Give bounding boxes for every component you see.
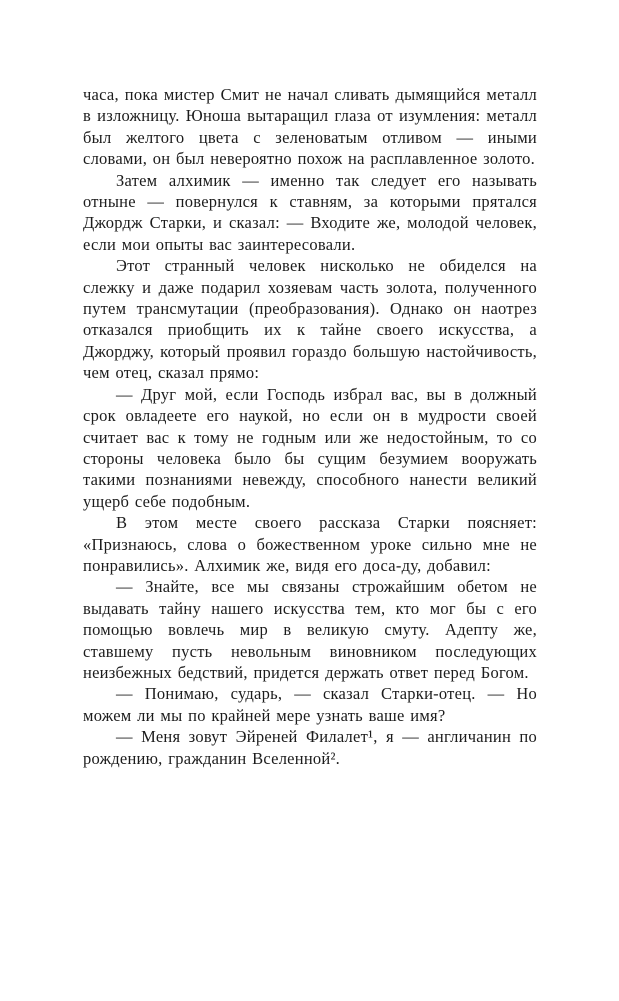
paragraph: Этот странный человек нисколько не обиделся на слежку и даже подарил хозяевам часть золота, полученного путем трансмутации (преобразования). Однако он наотрез отказался приобщить их к тайне своего искусства, а Джорджу, который проявил гораздо большую настойчивость, чем отец, сказал прямо: [83,256,537,383]
paragraph: — Знайте, все мы связаны строжайшим обетом не выдавать тайну нашего искусства тем, кто мог бы с его помощью вовлечь мир в великую смуту. Адепту же, ставшему пусть невольным виновником последующих неизбежных бедствий, придется держать ответ перед Богом. [83,577,537,682]
paragraph: Затем алхимик — именно так следует его называть отныне — повернулся к ставням, за которыми прятался Джордж Старки, и сказал: — Входите же, молодой человек, если мои опыты вас заинтересовали. [83,170,537,254]
text-column [83,84,537,769]
paragraph: часа, пока мистер Смит не начал сливать дымящийся металл в изложницу. Юноша вытаращил глаза от изумления: металл был желтого цвета с зеленоватым отливом — иными словами, он был невероятно похож на расплавленное золото. [83,85,537,169]
paragraph: — Меня зовут Эйреней Филалет¹, я — англичанин по рождению, гражданин Вселенной². [83,727,537,768]
paragraph: — Друг мой, если Господь избрал вас, вы в должный срок овладеете его наукой, но если он в мудрости своей считает вас к тому не годным или же недостойным, то со стороны человека было бы сущим безумием вооружать такими познаниями невежду, способного нанести великий ущерб себе подобным. [83,384,537,511]
paragraph: — Понимаю, сударь, — сказал Старки-отец. — Но можем ли мы по крайней мере узнать ваше имя? [83,684,537,725]
paragraph: В этом месте своего рассказа Старки поясняет: «Признаюсь, слова о божественном уроке сильно мне не понравились». Алхимик же, видя его доса-ду, добавил: [83,513,537,575]
